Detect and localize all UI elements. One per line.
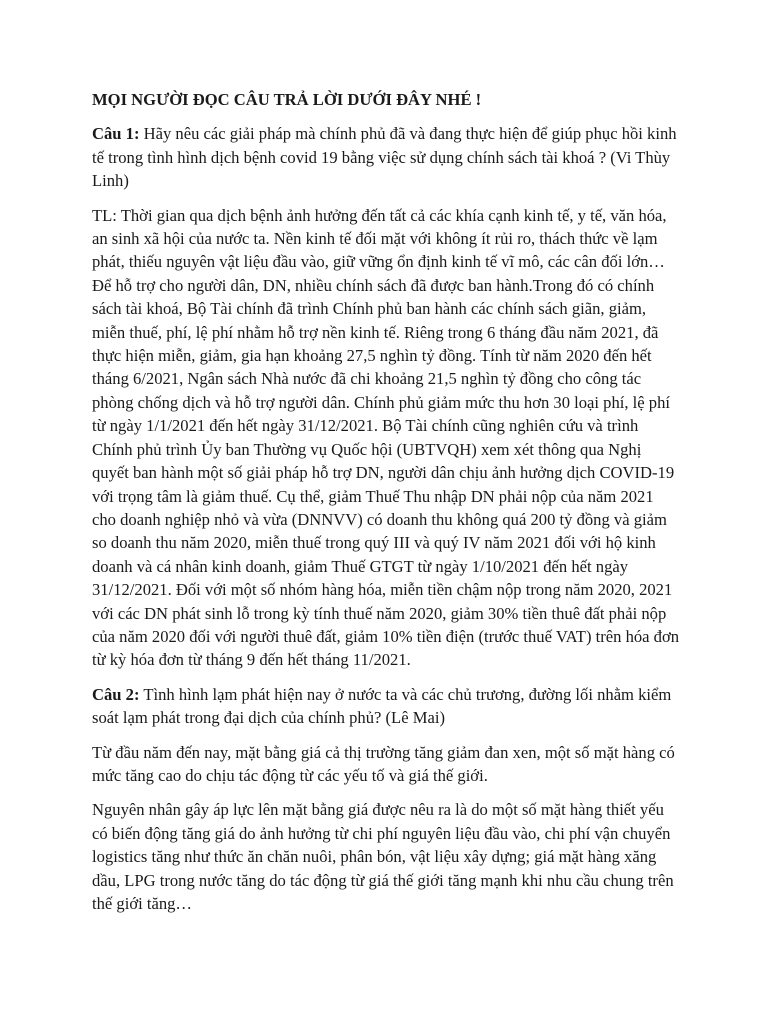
document-title: MỌI NGƯỜI ĐỌC CÂU TRẢ LỜI DƯỚI ĐÂY NHÉ ! <box>92 90 482 109</box>
question-2-text: Tình hình lạm phát hiện nay ở nước ta và các chủ trương, đường lối nhằm kiểm soát lạm phát trong đại dịch của chính phủ? (Lê Mai) <box>92 684 672 728</box>
question-2 <box>92 683 680 730</box>
question-2-label: Câu 2: <box>92 684 140 704</box>
answer-2-paragraph-2: Nguyên nhân gây áp lực lên mặt bằng giá được nêu ra là do một số mặt hàng thiết yếu có biến động tăng giá do ảnh hưởng từ chi phí nguyên liệu đầu vào, chi phí vận chuyển logistics tăng như thức ăn chăn nuôi, phân bón, vật liệu xây dựng; giá mặt hàng xăng dầu, LPG trong nước tăng do tác động từ giá thế giới tăng mạnh khi nhu cầu chung trên thế giới tăng… <box>92 800 674 913</box>
answer-2-paragraph-1: Từ đầu năm đến nay, mặt bằng giá cả thị trường tăng giảm đan xen, một số mặt hàng có mức tăng cao do chịu tác động từ các yếu tố và giá thế giới. <box>92 742 675 785</box>
question-1-label: Câu 1: <box>92 124 140 144</box>
answer-1: TL: Thời gian qua dịch bệnh ảnh hưởng đến tất cả các khía cạnh kinh tế, y tế, văn hóa, an sinh xã hội của nước ta. Nền kinh tế đối mặt với không ít rủi ro, thách thức về lạm phát, thiếu nguyên vật liệu đầu vào, giữ vững ổn định kinh tế vĩ mô, các cân đối lớn…Để hỗ trợ cho người dân, DN, nhiều chính sách đã được ban hành.Trong đó có chính sách tài khoá, Bộ Tài chính đã trình Chính phủ ban hành các chính sách giãn, giảm, miễn thuế, phí, lệ phí nhằm hỗ trợ nền kinh tế. Riêng trong 6 tháng đầu năm 2021, đã thực hiện miễn, giảm, gia hạn khoảng 27,5 nghìn tỷ đồng. Tính từ năm 2020 đến hết tháng 6/2021, Ngân sách Nhà nước đã chi khoảng 21,5 nghìn tỷ đồng cho công tác phòng chống dịch và hỗ trợ người dân. Chính phủ giảm mức thu hơn 30 loại phí, lệ phí từ ngày 1/1/2021 đến hết ngày 31/12/2021. Bộ Tài chính cũng nghiên cứu và trình Chính phủ trình Ủy ban Thường vụ Quốc hội (UBTVQH) xem xét thông qua Nghị quyết ban hành một số giải pháp hỗ trợ DN, người dân chịu ảnh hưởng dịch COVID-19 với trọng tâm là giảm thuế. Cụ thể, giảm Thuế Thu nhập DN phải nộp của năm 2021 cho doanh nghiệp nhỏ và vừa (DNNVV) có doanh thu không quá 200 tỷ đồng và giảm so doanh thu năm 2020, miễn thuế trong quý III và quý IV năm 2021 đối với hộ kinh doanh và cá nhân kinh doanh, giảm Thuế GTGT từ ngày 1/10/2021 đến hết ngày 31/12/2021. Đối với một số nhóm hàng hóa, miễn tiền chậm nộp trong năm 2020, 2021 với các DN phát sinh lỗ trong kỳ tính thuế năm 2020, giảm 30% tiền thuê đất phải nộp của năm 2020 đối với người thuê đất, giảm 10% tiền điện (trước thuế VAT) trên hóa đơn từ kỳ hóa đơn từ tháng 9 đến hết tháng 11/2021. <box>92 205 680 670</box>
question-1-text: Hãy nêu các giải pháp mà chính phủ đã và đang thực hiện để giúp phục hồi kinh tế trong tình hình dịch bệnh covid 19 bằng việc sử dụng chính sách tài khoá ? (Vi Thùy Linh) <box>92 124 677 191</box>
question-1 <box>92 122 680 192</box>
